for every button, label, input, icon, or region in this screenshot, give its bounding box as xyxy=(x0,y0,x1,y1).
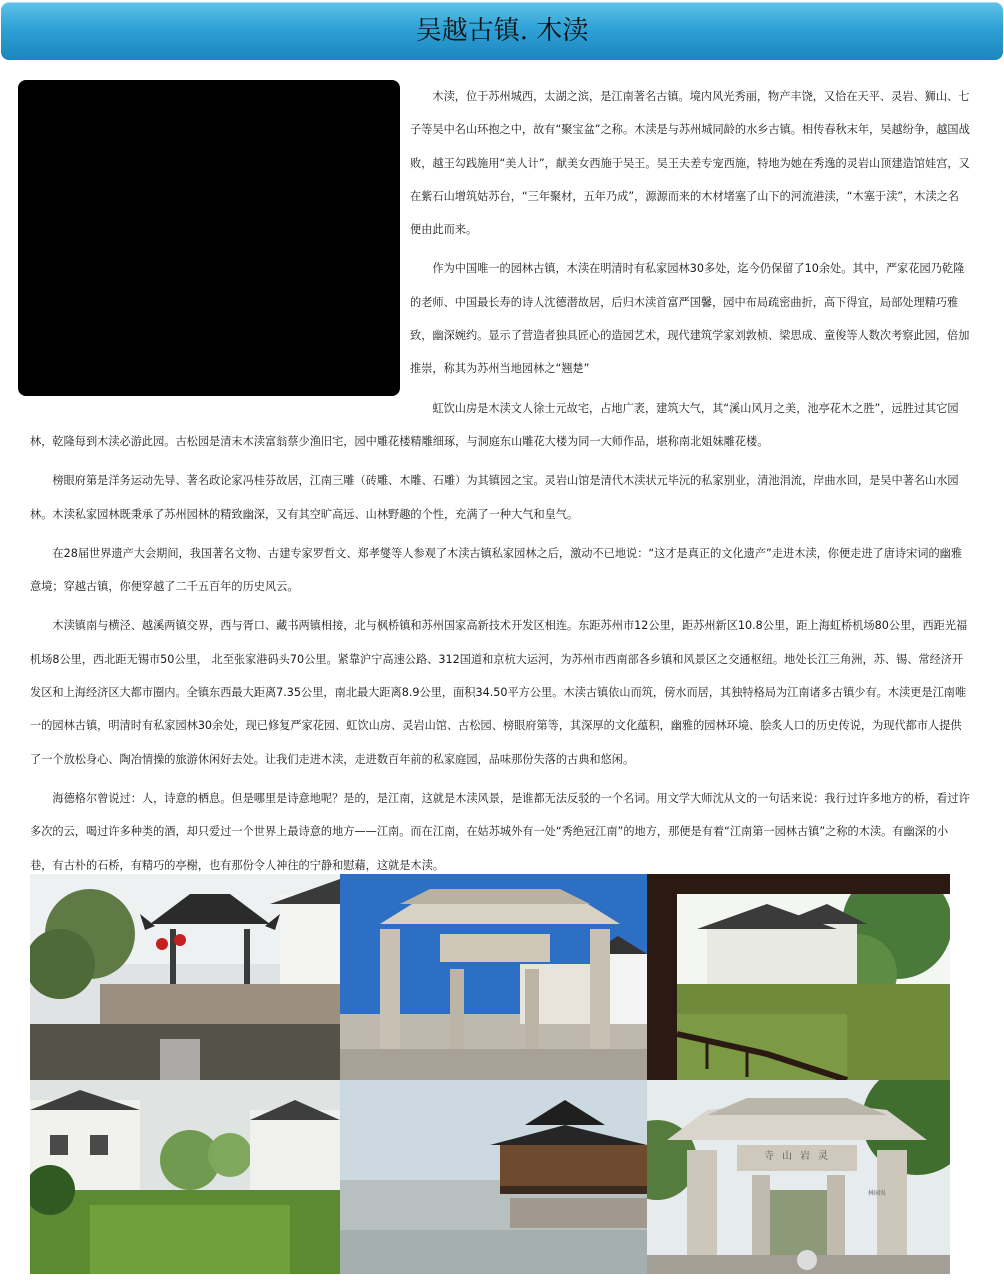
gallery-photo-stone-archway-trees xyxy=(647,1080,950,1274)
article-paragraph: 作为中国唯一的园林古镇，木渎在明清时有私家园林30多处，迄今仍保留了10余处。其中，严家花园乃乾隆的老师、中国最长寿的诗人沈德潜故居，后归木渎首富严国馨，园中布局疏密曲折，高下得宜，局部处理精巧雅致，幽深婉约。显示了营造者独具匠心的造园艺术，现代建筑学家刘敦桢、梁思成、童俊等人数次考察此园，倍加推崇，称其为苏州当地园林之“翘楚” xyxy=(410,262,970,376)
article-paragraph: 虹饮山房是木渎文人徐士元故宅，占地广袤，建筑大气，其“溪山风月之美，池亭花木之胜”，远胜过其它园林，乾隆每到木渎必游此园。古松园是清末木渎富翁蔡少渔旧宅，园中雕花楼精雕细琢，与洞庭东山雕花大楼为同一大师作品，堪称南北姐妹雕花楼。 xyxy=(30,401,959,448)
article-paragraph: 榜眼府第是洋务运动先导、著名政论家冯桂芬故居，江南三雕（砖雕、木雕、石雕）为其镇园之宝。灵岩山馆是清代木渎状元毕沅的私家别业，清池涓流，岸曲水回，是吴中著名山水园林。木渎私家园林既秉承了苏州园林的精致幽深，又有其空旷高远、山林野趣的个性，充满了一种大气和皇气。 xyxy=(30,474,959,521)
article-paragraph: 木渎，位于苏州城西，太湖之滨，是江南著名古镇。境内风光秀丽，物产丰饶，又恰在天平、灵岩、狮山、七子等吴中名山环抱之中，故有“聚宝盆”之称。木渎是与苏州城同龄的水乡古镇。相传春秋末年，吴越纷争，越国战败，越王勾践施用“美人计”，献美女西施于吴王。吴王夫差专宠西施，特地为她在秀逸的灵岩山顶建造馆娃宫，又在紫石山增筑姑苏台，“三年聚材，五年乃成”，源源而来的木材堵塞了山下的河流港渎，“木塞于渎”，木渎之名便由此而来。 xyxy=(410,90,970,237)
gallery-photo-misty-pavilion xyxy=(340,1080,647,1274)
article-body xyxy=(30,80,970,888)
gallery-photo-pavilion-bridge xyxy=(30,874,340,1080)
page-header xyxy=(1,2,1003,60)
gallery-photo-canal-garden xyxy=(647,874,950,1080)
article-paragraph: 木渎镇南与横泾、越溪两镇交界，西与胥口、藏书两镇相接，北与枫桥镇和苏州国家高新技术开发区相连。东距苏州市12公里，距苏州新区10.8公里，距上海虹桥机场80公里，西距光福机场8公里，西北距无锡市50公里， 北至张家港码头70公里。紧靠沪宁高速公路、312国道和京杭大运河，为苏州市西南部各乡镇和风景区之交通枢纽。地处长江三角洲，苏、锡、常经济开发区和上海经济区大都市圈内。全镇东西最大距离7.35公里，南北最大距离8.9公里，面积34.50平方公里。木渎古镇依山而筑，傍水而居，其独特格局为江南诸多古镇少有。木渎更是江南唯一的园林古镇，明清时有私家园林30余处，现已修复严家花园、虹饮山房、灵岩山馆、古松园、榜眼府第等，其深厚的文化蕴积，幽雅的园林环境、脍炙人口的历史传说，为现代都市人提供了一个放松身心、陶冶情操的旅游休闲好去处。让我们走进木渎，走进数百年前的私家庭园，品味那份失落的古典和悠闲。 xyxy=(30,619,968,766)
archway-inscription-lower: 林园吳 xyxy=(867,1190,886,1197)
article-paragraph: 海德格尔曾说过：人，诗意的栖息。但是哪里是诗意地呢？是的，是江南，这就是木渎风景，是谁都无法反驳的一个名词。用文学大师沈从文的一句话来说：我行过许多地方的桥，看过许多次的云，喝过许多种类的酒，却只爱过一个世界上最诗意的地方——江南。而在江南，在姑苏城外有一处“秀绝冠江南”的地方，那便是有着“江南第一园林古镇”之称的木渎。有幽深的小巷，有古朴的石桥，有精巧的亭榭，也有那份令人神往的宁静和慰藉，这就是木渎。 xyxy=(30,791,970,872)
archway-inscription-upper: 寺山岩灵 xyxy=(764,1151,836,1162)
page-title: 吴越古镇. 木渎 xyxy=(415,16,589,46)
gallery-photo-stone-archway-street xyxy=(340,874,647,1080)
article-image xyxy=(18,80,400,396)
photo-gallery xyxy=(30,874,950,1274)
article-paragraph: 在28届世界遗产大会期间，我国著名文物、古建专家罗哲文、郑孝燮等人参观了木渎古镇私家园林之后，激动不已地说：“这才是真正的文化遗产”走进木渎，你便走进了唐诗宋词的幽雅意境；穿越古镇，你便穿越了二千五百年的历史风云。 xyxy=(30,546,963,594)
gallery-photo-river-houses xyxy=(30,1080,340,1274)
